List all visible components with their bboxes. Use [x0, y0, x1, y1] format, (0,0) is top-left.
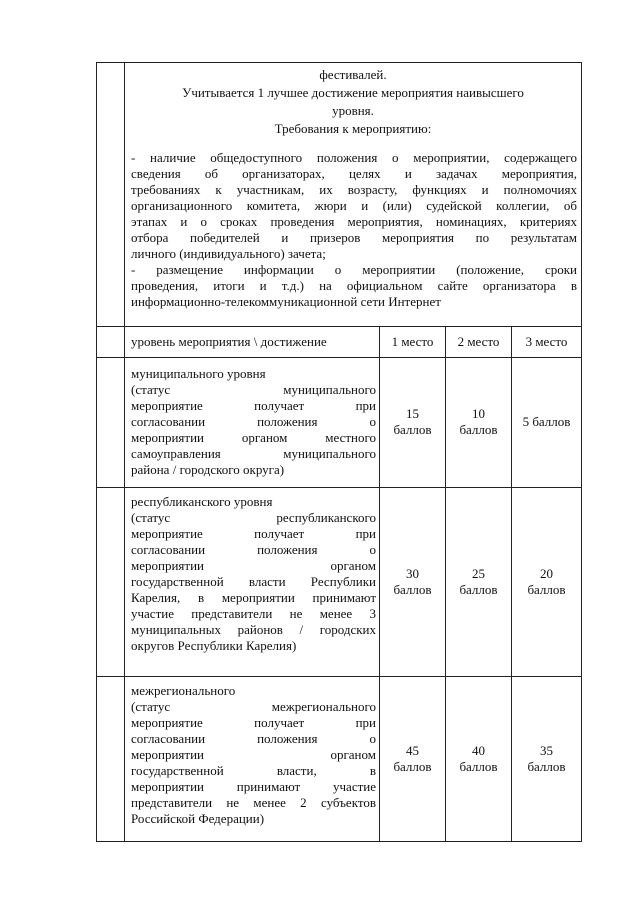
row-line: Карелия, в мероприятии принимают: [131, 590, 376, 605]
row-line: республиканского уровня: [131, 494, 273, 509]
points-unit: баллов: [393, 759, 432, 774]
row-line: мероприятие получает при: [131, 715, 376, 730]
points-value: 45: [406, 743, 419, 758]
points-value: 20: [540, 566, 553, 581]
row-line: межрегионального: [131, 683, 236, 698]
row-divider-header-bottom: [96, 357, 582, 358]
table-border-left: [96, 62, 97, 841]
requirements-line: требованиях к участникам, их возрасту, функциях и полномочиях: [131, 182, 577, 197]
row-line: (статус муниципального: [131, 382, 376, 397]
points-unit: баллов: [459, 582, 498, 597]
header-place-1: 1 место: [391, 334, 434, 349]
row-line: мероприятии органом: [131, 558, 376, 573]
row-divider-1: [96, 487, 582, 488]
points-value: 30: [406, 566, 419, 581]
row-municipal-place-1: [380, 406, 445, 438]
row-line: государственной власти Республики: [131, 574, 376, 589]
requirements-line: - наличие общедоступного положения о мероприятии, содержащего: [131, 150, 577, 165]
points-value: 25: [472, 566, 485, 581]
row-line: (статус республиканского: [131, 510, 376, 525]
table-column-divider-narrow: [124, 62, 125, 841]
row-interregional-place-1: [380, 743, 445, 775]
row-line: согласовании положения о: [131, 414, 376, 429]
row-line: представители не менее 2 субъектов: [131, 795, 376, 810]
header-place-3: 3 место: [525, 334, 568, 349]
points-unit: баллов: [459, 422, 498, 437]
intro-line-1: фестивалей.: [319, 67, 387, 82]
row-line: мероприятии принимают участие: [131, 779, 376, 794]
row-republican-place-3: [512, 566, 581, 598]
row-municipal-description: [131, 366, 376, 478]
row-line: округов Республики Карелия): [131, 638, 297, 653]
table-border-bottom: [96, 841, 582, 842]
table-border-right: [581, 62, 582, 841]
row-interregional-place-2: [446, 743, 511, 775]
row-municipal-place-3: [512, 414, 581, 430]
row-municipal-place-2: [446, 406, 511, 438]
points-unit: баллов: [459, 759, 498, 774]
requirements-line: сведения об организаторах, целях и задачах мероприятия,: [131, 166, 577, 181]
intro-line-3: уровня.: [332, 103, 374, 118]
row-line: согласовании положения о: [131, 731, 376, 746]
row-line: мероприятии органом местного: [131, 430, 376, 445]
header-level: уровень мероприятия \ достижение: [131, 334, 327, 349]
requirements-line: организационного комитета, жюри и (или) судейской коллегии, об: [131, 198, 577, 213]
row-line: согласовании положения о: [131, 542, 376, 557]
table-border-top: [96, 62, 582, 63]
points-value: 35: [540, 743, 553, 758]
row-republican-description: [131, 494, 376, 654]
requirements-line: отбора победителей и призеров мероприятия по результатам: [131, 230, 577, 245]
row-line: муниципального уровня: [131, 366, 266, 381]
row-interregional-place-3: [512, 743, 581, 775]
points-value: 15: [406, 406, 419, 421]
row-line: участие представители не менее 3: [131, 606, 376, 621]
points-value: 40: [472, 743, 485, 758]
requirements-text: [131, 150, 577, 310]
points-unit: баллов: [527, 759, 566, 774]
requirements-line: личного (индивидуального) зачета;: [131, 246, 326, 261]
points-value: 5 баллов: [522, 414, 571, 429]
row-line: муниципальных районов / городских: [131, 622, 376, 637]
requirements-line: этапах и о сроках проведения мероприятия, номинациях, критериях: [131, 214, 577, 229]
row-interregional-description: [131, 683, 376, 827]
intro-line-4: Требования к мероприятию:: [274, 121, 432, 136]
row-line: мероприятии органом: [131, 747, 376, 762]
row-republican-place-2: [446, 566, 511, 598]
intro-line-2: Учитывается 1 лучшее достижение мероприятия наивысшего: [182, 85, 524, 100]
row-line: мероприятие получает при: [131, 398, 376, 413]
row-divider-2: [96, 676, 582, 677]
points-unit: баллов: [393, 582, 432, 597]
row-line: района / городского округа): [131, 462, 285, 477]
row-divider-header-top: [96, 326, 582, 327]
row-line: (статус межрегионального: [131, 699, 376, 714]
row-line: государственной власти, в: [131, 763, 376, 778]
row-republican-place-1: [380, 566, 445, 598]
requirements-line: - размещение информации о мероприятии (положение, сроки: [131, 262, 577, 277]
points-value: 10: [472, 406, 485, 421]
requirements-line: информационно-телекоммуникационной сети Интернет: [131, 294, 441, 309]
row-line: Российской Федерации): [131, 811, 265, 826]
requirements-line: проведения, итоги и т.д.) на официальном сайте организатора в: [131, 278, 577, 293]
points-unit: баллов: [393, 422, 432, 437]
header-place-2: 2 место: [457, 334, 500, 349]
points-unit: баллов: [527, 582, 566, 597]
row-line: самоуправления муниципального: [131, 446, 376, 461]
row-line: мероприятие получает при: [131, 526, 376, 541]
